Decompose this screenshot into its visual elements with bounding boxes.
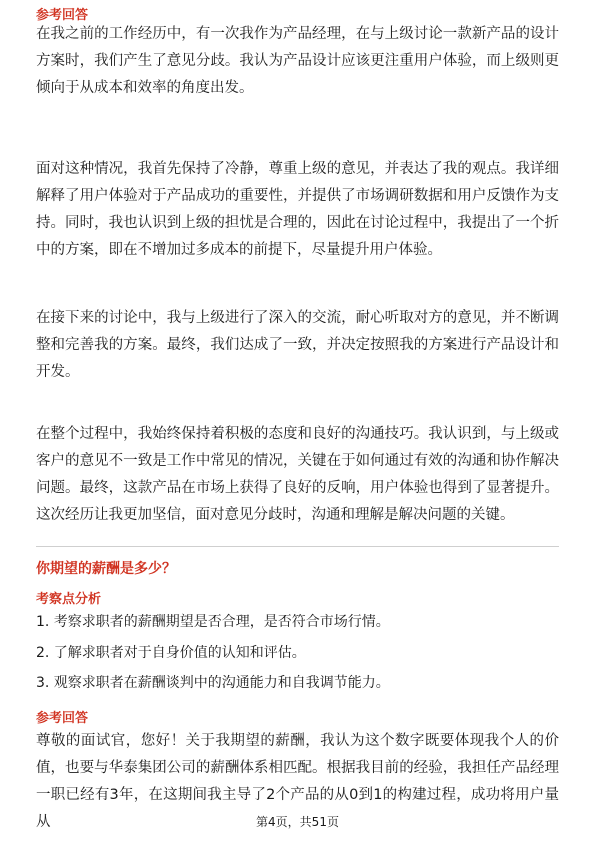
answer-paragraph-salary: 尊敬的面试官，您好！关于我期望的薪酬，我认为这个数字既要体现我个人的价值，也要与华泰集团公司的薪酬体系相匹配。根据我目前的经验，我担任产品经理一职已经有3年，在这期间我主导了2个产品的从0到1的构建过程，成功将用户量从 <box>36 733 559 830</box>
section-divider <box>36 546 559 547</box>
answer-heading: 参考回答 <box>36 8 89 23</box>
question-heading: 你期望的薪酬是多少？ <box>36 561 176 577</box>
answer-paragraph-1: 在我之前的工作经历中，有一次我作为产品经理，在与上级讨论一款新产品的设计方案时，我们产生了意见分歧。我认为产品设计应该更注重用户体验，而上级则更倾向于从成本和效率的角度出发。 <box>36 26 559 96</box>
answer-heading-2: 参考回答 <box>36 711 89 726</box>
analysis-item-3: 3. 观察求职者在薪酬谈判中的沟通能力和自我调节能力。 <box>36 675 390 691</box>
answer-paragraph-4: 在整个过程中，我始终保持着积极的态度和良好的沟通技巧。我认识到，与上级或客户的意见不一致是工作中常见的情况，关键在于如何通过有效的沟通和协作解决问题。最终，这款产品在市场上获得了良好的反响，用户体验也得到了显著提升。这次经历让我更加坚信，面对意见分歧时，沟通和理解是解决问题的关键。 <box>36 426 559 523</box>
analysis-item-1: 1. 考察求职者的薪酬期望是否合理，是否符合市场行情。 <box>36 614 390 630</box>
page-footer: 第4页，共51页 <box>256 815 339 829</box>
answer-paragraph-3: 在接下来的讨论中，我与上级进行了深入的交流，耐心听取对方的意见，并不断调整和完善我的方案。最终，我们达成了一致，并决定按照我的方案进行产品设计和开发。 <box>36 310 559 380</box>
answer-paragraph-2: 面对这种情况，我首先保持了冷静，尊重上级的意见，并表达了我的观点。我详细解释了用户体验对于产品成功的重要性，并提供了市场调研数据和用户反馈作为支持。同时，我也认识到上级的担忧是合理的，因此在讨论过程中，我提出了一个折中的方案，即在不增加过多成本的前提下，尽量提升用户体验。 <box>36 161 559 258</box>
analysis-heading: 考察点分析 <box>36 592 102 607</box>
analysis-item-2: 2. 了解求职者对于自身价值的认知和评估。 <box>36 645 306 661</box>
